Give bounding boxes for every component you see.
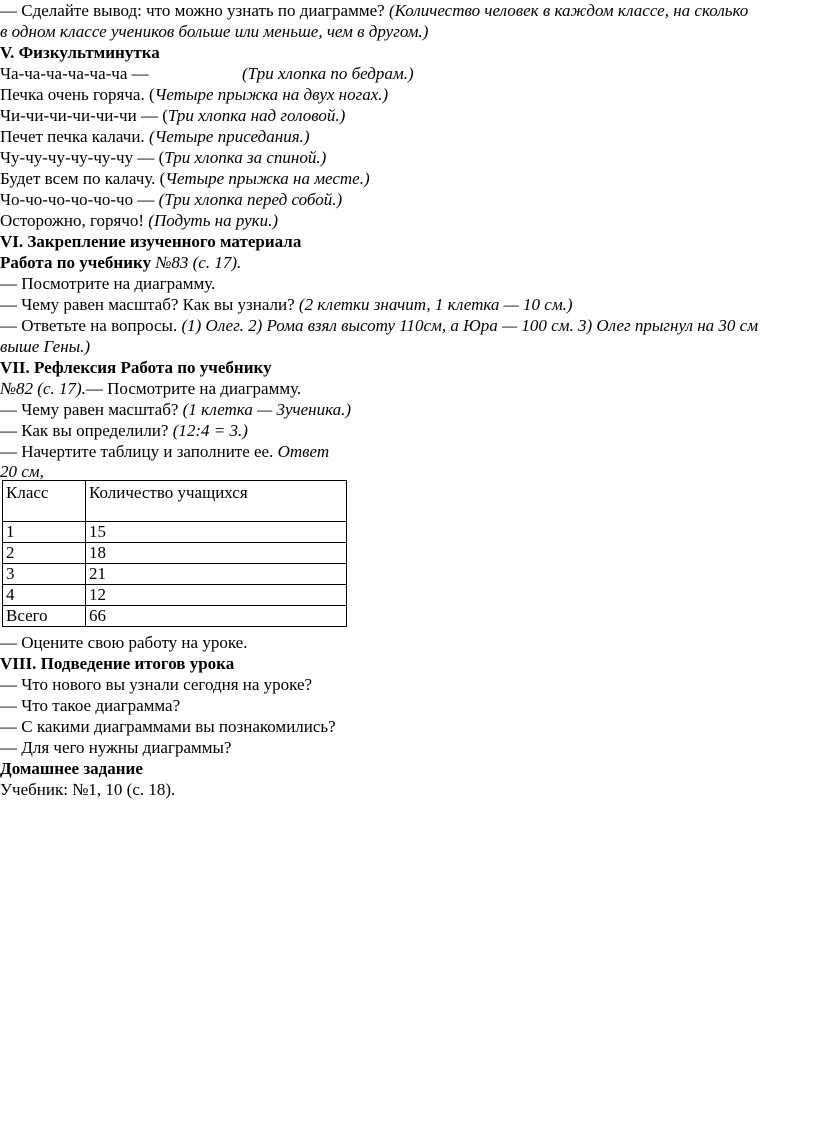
table-cell: 66: [86, 606, 347, 627]
action-text: (Три хлопка по бедрам.): [242, 64, 414, 83]
conclusion-question: [0, 0, 748, 21]
action-text: (Подуть на руки.): [148, 211, 279, 230]
students-table: [2, 480, 347, 627]
action-text: Три хлопка за спиной.): [164, 148, 327, 167]
answer-text: 20 см,: [0, 462, 44, 481]
table-cell: 4: [3, 585, 86, 606]
answer-text: (2 клетки значит, 1 клетка — 10 см.): [298, 295, 573, 314]
rhyme-text: Печет печка калачи.: [0, 127, 149, 146]
table-row: [3, 543, 347, 564]
answer-text: (1) Олег. 2) Рома взял высоту 110см, а Юра — 100 см. 3) Олег прыгнул на 30 см: [181, 316, 759, 335]
rhyme-text: Чу-чу-чу-чу-чу-чу — (: [0, 148, 165, 167]
question-text: — Чему равен масштаб?: [0, 400, 183, 419]
exercise-line-7: [0, 189, 342, 210]
table-row: [3, 585, 347, 606]
answer-text: (12:4 = 3.): [172, 421, 248, 440]
answer-label: Ответ: [277, 442, 330, 461]
table-header-cell: Количество учащихся: [86, 481, 347, 522]
question-line: [0, 399, 351, 420]
question-text: — Сделайте вывод: что можно узнать по диаграмме?: [0, 1, 389, 20]
question-line: [0, 420, 248, 441]
homework-text: Учебник: №1, 10 (с. 18).: [0, 780, 176, 799]
exercise-line-1: [0, 63, 414, 84]
question-text: — Чему равен масштаб? Как вы узнали?: [0, 295, 299, 314]
question-text: — Как вы определили?: [0, 421, 173, 440]
exercise-line-3: [0, 105, 345, 126]
action-text: (Три хлопка перед собой.): [158, 190, 343, 209]
answer-text: (1 клетка — 3ученика.): [182, 400, 352, 419]
table-cell: 1: [3, 522, 86, 543]
section-heading-vi: VI. Закрепление изученного материала: [0, 232, 302, 251]
question-line: — Что такое диаграмма?: [0, 696, 181, 715]
question-text: — Начертите таблицу и заполните ее.: [0, 442, 278, 461]
textbook-label: Работа по учебнику: [0, 253, 156, 272]
textbook-reference: №83 (с. 17).: [155, 253, 242, 272]
rhyme-text: Осторожно, горячо!: [0, 211, 149, 230]
rhyme-text: Ча-ча-ча-ча-ча-ча —: [0, 64, 149, 83]
rhyme-text: Будет всем по калачу. (: [0, 169, 166, 188]
table-row: [3, 564, 347, 585]
exercise-line-6: [0, 168, 370, 189]
table-cell: Всего: [3, 606, 86, 627]
table-header-cell: Класс: [3, 481, 86, 522]
answer-text-continued: в одном классе учеников больше или меньше, чем в другом.): [0, 22, 429, 41]
question-line: [0, 441, 329, 462]
exercise-line-8: [0, 210, 278, 231]
section-heading-viii: VIII. Подведение итогов урока: [0, 654, 235, 673]
table-cell: 12: [86, 585, 347, 606]
table-header-row: [3, 481, 347, 522]
exercise-line-2: [0, 84, 388, 105]
textbook-work-line: [0, 252, 241, 273]
question-line: — Оцените свою работу на уроке.: [0, 633, 248, 652]
action-text: Четыре прыжка на двух ногах.): [154, 85, 389, 104]
question-line: — Для чего нужны диаграммы?: [0, 738, 232, 757]
textbook-reference: №82 (с. 17).: [0, 379, 86, 398]
exercise-line-4: [0, 126, 310, 147]
section-heading-v: V. Физкультминутка: [0, 43, 160, 62]
question-line: [0, 315, 758, 336]
table-cell: 18: [86, 543, 347, 564]
table-cell: 15: [86, 522, 347, 543]
answer-text-continued: выше Гены.): [0, 337, 91, 356]
table-cell: 3: [3, 564, 86, 585]
rhyme-text: Печка очень горяча. (: [0, 85, 155, 104]
table-row: [3, 522, 347, 543]
action-text: Четыре прыжка на месте.): [165, 169, 370, 188]
rhyme-text: Чи-чи-чи-чи-чи-чи — (: [0, 106, 168, 125]
section-heading-vii: VII. Рефлексия Работа по учебнику: [0, 358, 272, 377]
question-line: [0, 294, 573, 315]
exercise-line-5: [0, 147, 326, 168]
question-line: — Что нового вы узнали сегодня на уроке?: [0, 675, 313, 694]
action-text: Три хлопка над головой.): [167, 106, 346, 125]
rhyme-text: Чо-чо-чо-чо-чо-чо —: [0, 190, 159, 209]
question-text: — Посмотрите на диаграмму.: [85, 379, 302, 398]
table-row: [3, 606, 347, 627]
question-text: — Ответьте на вопросы.: [0, 316, 182, 335]
table-cell: 21: [86, 564, 347, 585]
table-cell: 2: [3, 543, 86, 564]
homework-heading: Домашнее задание: [0, 759, 143, 778]
action-text: (Четыре приседания.): [148, 127, 310, 146]
answer-text: (Количество человек в каждом классе, на сколько: [388, 1, 749, 20]
question-line: — Посмотрите на диаграмму.: [0, 274, 216, 293]
reflection-line: [0, 378, 301, 399]
question-line: — С какими диаграммами вы познакомились?: [0, 717, 336, 736]
